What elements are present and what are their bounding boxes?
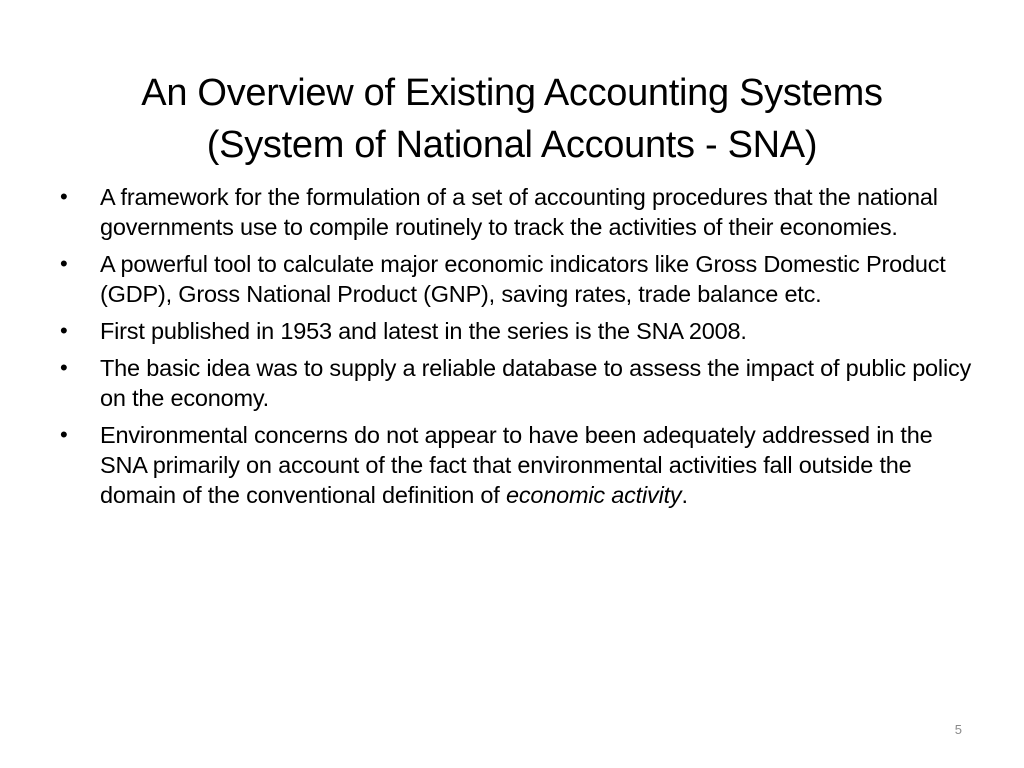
bullet-item (56, 182, 976, 242)
bullet-icon: • (60, 318, 68, 343)
bullet-item (56, 316, 976, 346)
bullet-text-after: . (681, 482, 688, 508)
bullet-list (56, 182, 976, 517)
bullet-icon: • (60, 251, 68, 276)
bullet-item (56, 249, 976, 309)
bullet-item (56, 353, 976, 413)
bullet-text: A powerful tool to calculate major economic indicators like Gross Domestic Product (GDP), Gross National Product (GNP), saving rates, trade balance etc. (100, 251, 946, 307)
page-number: 5 (954, 722, 962, 737)
bullet-text-before: Environmental concerns do not appear to have been adequately addressed in the SNA primarily on account of the fact that environmental activities fall outside the domain of the conventional definition of (100, 422, 933, 508)
bullet-icon: • (60, 184, 68, 209)
bullet-item (56, 420, 976, 510)
bullet-text-emphasis: economic activity (505, 482, 682, 508)
title-line-1: An Overview of Existing Accounting Systems (141, 72, 883, 115)
bullet-text: A framework for the formulation of a set of accounting procedures that the national governments use to compile routinely to track the activities of their economies. (100, 184, 938, 240)
slide-title (60, 67, 964, 171)
title-line-2: (System of National Accounts - SNA) (206, 124, 818, 167)
bullet-text: First published in 1953 and latest in the series is the SNA 2008. (100, 318, 747, 344)
bullet-icon: • (60, 422, 68, 447)
bullet-text (100, 422, 933, 508)
bullet-icon: • (60, 355, 68, 380)
bullet-text: The basic idea was to supply a reliable database to assess the impact of public policy on the economy. (100, 355, 972, 411)
